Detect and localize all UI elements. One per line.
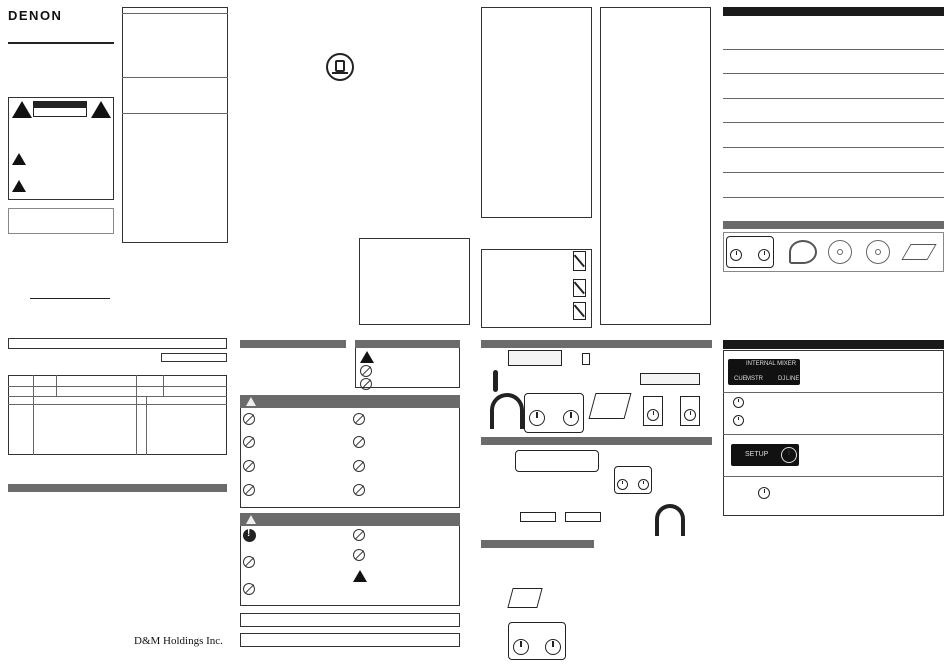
- setup-step-divider: [723, 476, 944, 477]
- headphones-illustration: [655, 504, 685, 536]
- no-symbol-icon: [360, 378, 372, 390]
- safety-header-rule: [122, 13, 228, 14]
- notice-box: [8, 208, 114, 234]
- warning-section-box: [240, 395, 460, 508]
- mixer-display-title: INTERNAL MIXER: [746, 361, 797, 367]
- spec-table-col: [33, 375, 34, 455]
- exclamation-warning-icon: [353, 570, 367, 582]
- language-tab-bar: [723, 340, 944, 349]
- no-symbol-icon: [243, 556, 255, 568]
- microphone-icon: [493, 370, 498, 392]
- footnote-box: [240, 633, 460, 647]
- title-rule: [8, 42, 114, 44]
- spec-table: [8, 375, 227, 455]
- spec-table-col: [56, 375, 57, 396]
- no-symbol-icon: [360, 365, 372, 377]
- no-symbol-icon: [243, 583, 255, 595]
- recycle-bin-icon: [573, 279, 586, 297]
- lightning-warning-icon: [12, 153, 26, 165]
- connection-header-bar: [481, 437, 712, 445]
- section-divider: [723, 147, 944, 148]
- connection-header-bar: [481, 540, 594, 548]
- safety-instructions-box: [122, 7, 228, 243]
- recycle-bin-icon: [573, 251, 586, 271]
- controller-illustration: [524, 393, 584, 433]
- lightning-warning-icon: [12, 101, 32, 118]
- caution-section-box: [240, 513, 460, 606]
- safety-divider-1: [122, 77, 228, 78]
- signature-rule: [30, 298, 110, 299]
- cart-warning-icon: [326, 53, 354, 81]
- spec-table-col: [136, 375, 137, 455]
- no-symbol-icon: [353, 436, 365, 448]
- connection-header-bar: [481, 340, 712, 348]
- spec-table-row: [8, 404, 227, 405]
- footnote-box: [240, 613, 460, 627]
- mixer-display: [728, 359, 800, 385]
- safety-divider-2: [122, 113, 228, 114]
- section-divider: [723, 49, 944, 50]
- controller-illustration: [614, 466, 652, 494]
- caution-section-header: [240, 513, 460, 526]
- spec-subtitle-box: [161, 353, 227, 362]
- knob-icon: [733, 415, 744, 426]
- exclamation-warning-icon: [246, 515, 256, 524]
- recycle-bin-icon: [573, 302, 586, 320]
- setup-display-text: SETUP: [745, 451, 769, 458]
- mixer-display-label: CUE: [734, 376, 747, 382]
- info-column-box-2: [600, 7, 711, 325]
- knob-icon: [781, 447, 797, 463]
- exclamation-warning-icon: [360, 351, 374, 363]
- amplifier-illustration: [520, 512, 556, 522]
- symbol-legend-header: [355, 340, 460, 348]
- speaker-illustration: [680, 396, 700, 426]
- speaker-illustration: [643, 396, 663, 426]
- mixer-illustration: [640, 373, 700, 385]
- no-symbol-icon: [243, 484, 255, 496]
- laptop-illustration: [507, 588, 542, 608]
- headphones-illustration: [490, 393, 524, 429]
- setup-step-divider: [723, 392, 944, 393]
- cable-icon: [789, 240, 817, 264]
- caution-label-block: [33, 101, 87, 117]
- controller-rear-illustration: [515, 450, 599, 472]
- accessories-header: [723, 221, 944, 229]
- spec-table-col: [146, 396, 147, 455]
- section-divider: [723, 172, 944, 173]
- mandatory-icon: [243, 529, 256, 542]
- disc-icon: [866, 240, 890, 264]
- language-tab-bar: [723, 7, 944, 16]
- company-name: D&M Holdings Inc.: [134, 635, 223, 647]
- cd-player-illustration: [508, 350, 562, 366]
- amplifier-illustration: [565, 512, 601, 522]
- exclamation-warning-icon: [12, 180, 26, 192]
- no-symbol-icon: [353, 413, 365, 425]
- spec-table-row: [8, 386, 227, 387]
- no-symbol-icon: [243, 436, 255, 448]
- mixer-display-label: LINE: [786, 376, 800, 382]
- spec-title-box: [8, 338, 227, 349]
- section-divider: [723, 122, 944, 123]
- no-symbol-icon: [353, 529, 365, 541]
- mixer-display-label: MSTR: [746, 376, 763, 382]
- knob-icon: [758, 487, 770, 499]
- no-symbol-icon: [243, 460, 255, 472]
- no-symbol-icon: [243, 413, 255, 425]
- section-divider: [723, 197, 944, 198]
- setup-step-divider: [723, 434, 944, 435]
- knob-icon: [733, 397, 744, 408]
- controller-illustration: [726, 236, 774, 268]
- usb-device-icon: [582, 353, 590, 365]
- safety-header-bar: [240, 340, 346, 348]
- mixer-display-label: DJ: [778, 376, 786, 382]
- no-symbol-icon: [353, 484, 365, 496]
- section-header-bar: [8, 484, 227, 492]
- warning-section-header: [240, 395, 460, 408]
- section-divider: [723, 98, 944, 99]
- controller-illustration: [508, 622, 566, 660]
- spec-table-col: [163, 375, 164, 396]
- info-column-box: [481, 7, 592, 218]
- exclamation-warning-icon: [91, 101, 111, 118]
- no-symbol-icon: [353, 549, 365, 561]
- brand-logo: DENON: [8, 8, 63, 23]
- disc-icon: [828, 240, 852, 264]
- notice-panel: [359, 238, 470, 325]
- laptop-illustration: [589, 393, 632, 419]
- section-divider: [723, 73, 944, 74]
- exclamation-warning-icon: [246, 397, 256, 406]
- no-symbol-icon: [353, 460, 365, 472]
- spec-table-row: [8, 396, 227, 397]
